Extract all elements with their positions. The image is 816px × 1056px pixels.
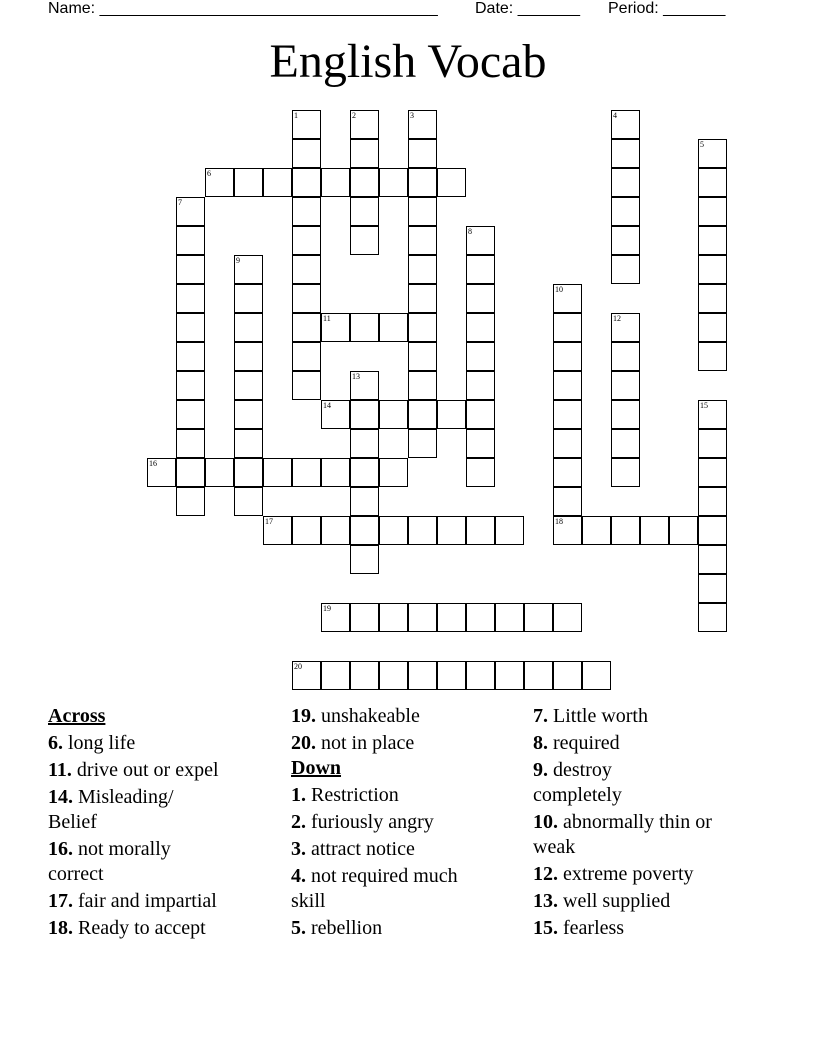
grid-cell[interactable] <box>611 516 640 545</box>
grid-cell[interactable] <box>466 661 495 690</box>
grid-cell[interactable] <box>698 516 727 545</box>
clue-number: 9 <box>236 256 240 265</box>
grid-cell[interactable] <box>234 342 263 371</box>
clue-down-10: 10. abnormally thin or weak <box>533 811 712 858</box>
grid-cell[interactable] <box>495 516 524 545</box>
grid-cell[interactable] <box>379 168 408 197</box>
clue-down-1: 1. Restriction <box>291 784 399 806</box>
grid-cell[interactable] <box>350 226 379 255</box>
grid-cell[interactable] <box>379 313 408 342</box>
clue-number: 2 <box>352 111 356 120</box>
clue-down-5: 5. rebellion <box>291 917 383 939</box>
grid-cell[interactable] <box>234 168 263 197</box>
clue-number: 11 <box>323 314 331 323</box>
across-heading: Across <box>48 705 106 727</box>
grid-cell[interactable] <box>466 458 495 487</box>
grid-cell[interactable] <box>379 516 408 545</box>
grid-cell[interactable] <box>379 661 408 690</box>
grid-cell[interactable] <box>466 371 495 400</box>
grid-cell[interactable] <box>698 603 727 632</box>
grid-cell[interactable] <box>292 226 321 255</box>
grid-cell[interactable] <box>350 400 379 429</box>
grid-cell[interactable] <box>495 603 524 632</box>
grid-cell[interactable] <box>292 197 321 226</box>
grid-cell[interactable] <box>437 400 466 429</box>
page-title: English Vocab <box>269 35 547 88</box>
grid-cell[interactable] <box>437 661 466 690</box>
grid-cell[interactable] <box>292 313 321 342</box>
clues-column-3 <box>533 704 773 941</box>
clue-number: 16 <box>149 459 157 468</box>
clue-across-18: 18. Ready to accept <box>48 917 206 939</box>
clue-number: 15 <box>700 401 708 410</box>
grid-cell[interactable] <box>698 226 727 255</box>
grid-cell[interactable] <box>176 429 205 458</box>
grid-cell[interactable] <box>408 139 437 168</box>
grid-cell[interactable] <box>553 603 582 632</box>
grid-cell[interactable] <box>350 516 379 545</box>
clue-down-3: 3. attract notice <box>291 838 415 860</box>
down-heading: Down <box>291 757 342 779</box>
grid-cell[interactable] <box>350 197 379 226</box>
grid-cell[interactable] <box>321 458 350 487</box>
grid-cell[interactable] <box>263 458 292 487</box>
clue-across-6: 6. long life <box>48 732 136 754</box>
grid-cell[interactable] <box>263 168 292 197</box>
grid-cell[interactable] <box>553 342 582 371</box>
grid-cell[interactable] <box>292 284 321 313</box>
grid-cell[interactable] <box>350 429 379 458</box>
grid-cell[interactable] <box>205 458 234 487</box>
grid-cell[interactable] <box>350 603 379 632</box>
grid-cell[interactable] <box>466 400 495 429</box>
grid-cell[interactable] <box>437 603 466 632</box>
grid-cell[interactable] <box>553 487 582 516</box>
grid-cell[interactable] <box>698 313 727 342</box>
clue-down-13: 13. well supplied <box>533 890 671 912</box>
grid-cell[interactable] <box>234 284 263 313</box>
clue-number: 10 <box>555 285 563 294</box>
clue-number: 7 <box>178 198 182 207</box>
grid-cell[interactable] <box>611 139 640 168</box>
grid-cell[interactable] <box>495 661 524 690</box>
grid-cell[interactable] <box>640 516 669 545</box>
clues-column-2 <box>291 704 521 941</box>
grid-cell[interactable] <box>176 313 205 342</box>
grid-cell[interactable] <box>553 313 582 342</box>
grid-cell[interactable] <box>234 371 263 400</box>
clue-number: 18 <box>555 517 563 526</box>
grid-cell[interactable] <box>408 197 437 226</box>
grid-cell[interactable] <box>176 342 205 371</box>
clue-number: 5 <box>700 140 704 149</box>
grid-cell[interactable] <box>582 661 611 690</box>
grid-cell[interactable] <box>176 255 205 284</box>
grid-cell[interactable] <box>379 603 408 632</box>
grid-cell[interactable] <box>698 284 727 313</box>
clue-number: 1 <box>294 111 298 120</box>
grid-cell[interactable] <box>350 487 379 516</box>
grid-cell[interactable] <box>350 661 379 690</box>
grid-cell[interactable] <box>466 313 495 342</box>
grid-cell[interactable] <box>611 197 640 226</box>
clue-across-14: 14. Misleading/ Belief <box>48 786 174 833</box>
grid-cell[interactable] <box>698 342 727 371</box>
clue-number: 6 <box>207 169 211 178</box>
grid-cell[interactable] <box>553 371 582 400</box>
grid-cell[interactable] <box>408 342 437 371</box>
grid-cell[interactable] <box>698 197 727 226</box>
grid-cell[interactable] <box>466 342 495 371</box>
grid-cell[interactable] <box>350 313 379 342</box>
grid-cell[interactable] <box>234 429 263 458</box>
grid-cell[interactable] <box>408 284 437 313</box>
grid-cell[interactable] <box>176 400 205 429</box>
grid-cell[interactable] <box>292 139 321 168</box>
clue-across-17: 17. fair and impartial <box>48 890 217 912</box>
grid-cell[interactable] <box>408 255 437 284</box>
grid-cell[interactable] <box>466 284 495 313</box>
grid-cell[interactable] <box>408 603 437 632</box>
grid-cell[interactable] <box>234 487 263 516</box>
grid-cell[interactable] <box>176 371 205 400</box>
grid-cell[interactable] <box>321 661 350 690</box>
clue-down-2: 2. furiously angry <box>291 811 434 833</box>
grid-cell[interactable] <box>466 516 495 545</box>
grid-cell[interactable] <box>350 168 379 197</box>
grid-cell[interactable] <box>611 226 640 255</box>
clue-number: 14 <box>323 401 331 410</box>
clue-down-8: 8. required <box>533 732 620 754</box>
grid-cell[interactable] <box>408 313 437 342</box>
clue-number: 17 <box>265 517 273 526</box>
grid-cell[interactable] <box>408 429 437 458</box>
grid-cell[interactable] <box>553 400 582 429</box>
clue-number: 12 <box>613 314 621 323</box>
clue-number: 19 <box>323 604 331 613</box>
grid-cell[interactable] <box>379 458 408 487</box>
clue-down-4: 4. not required much skill <box>291 865 458 912</box>
clue-down-15: 15. fearless <box>533 917 625 939</box>
grid-cell[interactable] <box>698 168 727 197</box>
grid-cell[interactable] <box>698 255 727 284</box>
clue-number: 3 <box>410 111 414 120</box>
grid-cell[interactable] <box>292 516 321 545</box>
grid-cell[interactable] <box>176 226 205 255</box>
name-label: Name: ______________________________________ <box>48 0 438 17</box>
clue-down-7: 7. Little worth <box>533 705 648 727</box>
grid-cell[interactable] <box>611 429 640 458</box>
grid-cell[interactable] <box>611 168 640 197</box>
grid-cell[interactable] <box>292 371 321 400</box>
grid-cell[interactable] <box>524 661 553 690</box>
date-label: Date: _______ <box>475 0 580 17</box>
grid-cell[interactable] <box>698 545 727 574</box>
grid-cell[interactable] <box>611 255 640 284</box>
grid-cell[interactable] <box>176 458 205 487</box>
grid-cell[interactable] <box>408 661 437 690</box>
grid-cell[interactable] <box>553 458 582 487</box>
grid-cell[interactable] <box>234 400 263 429</box>
clue-number: 20 <box>294 662 302 671</box>
grid-cell[interactable] <box>408 516 437 545</box>
grid-cell[interactable] <box>292 458 321 487</box>
grid-cell[interactable] <box>466 603 495 632</box>
grid-cell[interactable] <box>350 458 379 487</box>
clue-across-20: 20. not in place <box>291 732 415 754</box>
grid-cell[interactable] <box>408 371 437 400</box>
grid-cell[interactable] <box>466 255 495 284</box>
grid-cell[interactable] <box>524 603 553 632</box>
grid-cell[interactable] <box>292 255 321 284</box>
grid-cell[interactable] <box>292 342 321 371</box>
grid-cell[interactable] <box>611 458 640 487</box>
grid-cell[interactable] <box>611 342 640 371</box>
grid-cell[interactable] <box>611 371 640 400</box>
clue-down-9: 9. destroy completely <box>533 759 622 806</box>
grid-cell[interactable] <box>437 516 466 545</box>
grid-cell[interactable] <box>698 487 727 516</box>
grid-cell[interactable] <box>321 168 350 197</box>
grid-cell[interactable] <box>611 400 640 429</box>
grid-cell[interactable] <box>350 139 379 168</box>
grid-cell[interactable] <box>408 400 437 429</box>
grid-cell[interactable] <box>234 458 263 487</box>
grid-cell[interactable] <box>379 400 408 429</box>
period-label: Period: _______ <box>608 0 726 17</box>
grid-cell[interactable] <box>408 168 437 197</box>
clue-number: 13 <box>352 372 360 381</box>
clue-number: 4 <box>613 111 617 120</box>
grid-cell[interactable] <box>553 429 582 458</box>
grid-cell[interactable] <box>698 458 727 487</box>
clue-across-16: 16. not morally correct <box>48 838 171 885</box>
grid-cell[interactable] <box>698 574 727 603</box>
clue-across-19: 19. unshakeable <box>291 705 420 727</box>
grid-cell[interactable] <box>553 661 582 690</box>
clues-column-1 <box>48 704 278 941</box>
grid-cell[interactable] <box>234 313 263 342</box>
grid-cell[interactable] <box>582 516 611 545</box>
grid-cell[interactable] <box>292 168 321 197</box>
grid-cell[interactable] <box>176 284 205 313</box>
clue-down-12: 12. extreme poverty <box>533 863 694 885</box>
grid-cell[interactable] <box>669 516 698 545</box>
grid-cell[interactable] <box>350 545 379 574</box>
grid-cell[interactable] <box>698 429 727 458</box>
clue-number: 8 <box>468 227 472 236</box>
grid-cell[interactable] <box>466 429 495 458</box>
clue-across-11: 11. drive out or expel <box>48 759 219 781</box>
grid-cell[interactable] <box>437 168 466 197</box>
grid-cell[interactable] <box>321 516 350 545</box>
grid-cell[interactable] <box>408 226 437 255</box>
grid-cell[interactable] <box>176 487 205 516</box>
